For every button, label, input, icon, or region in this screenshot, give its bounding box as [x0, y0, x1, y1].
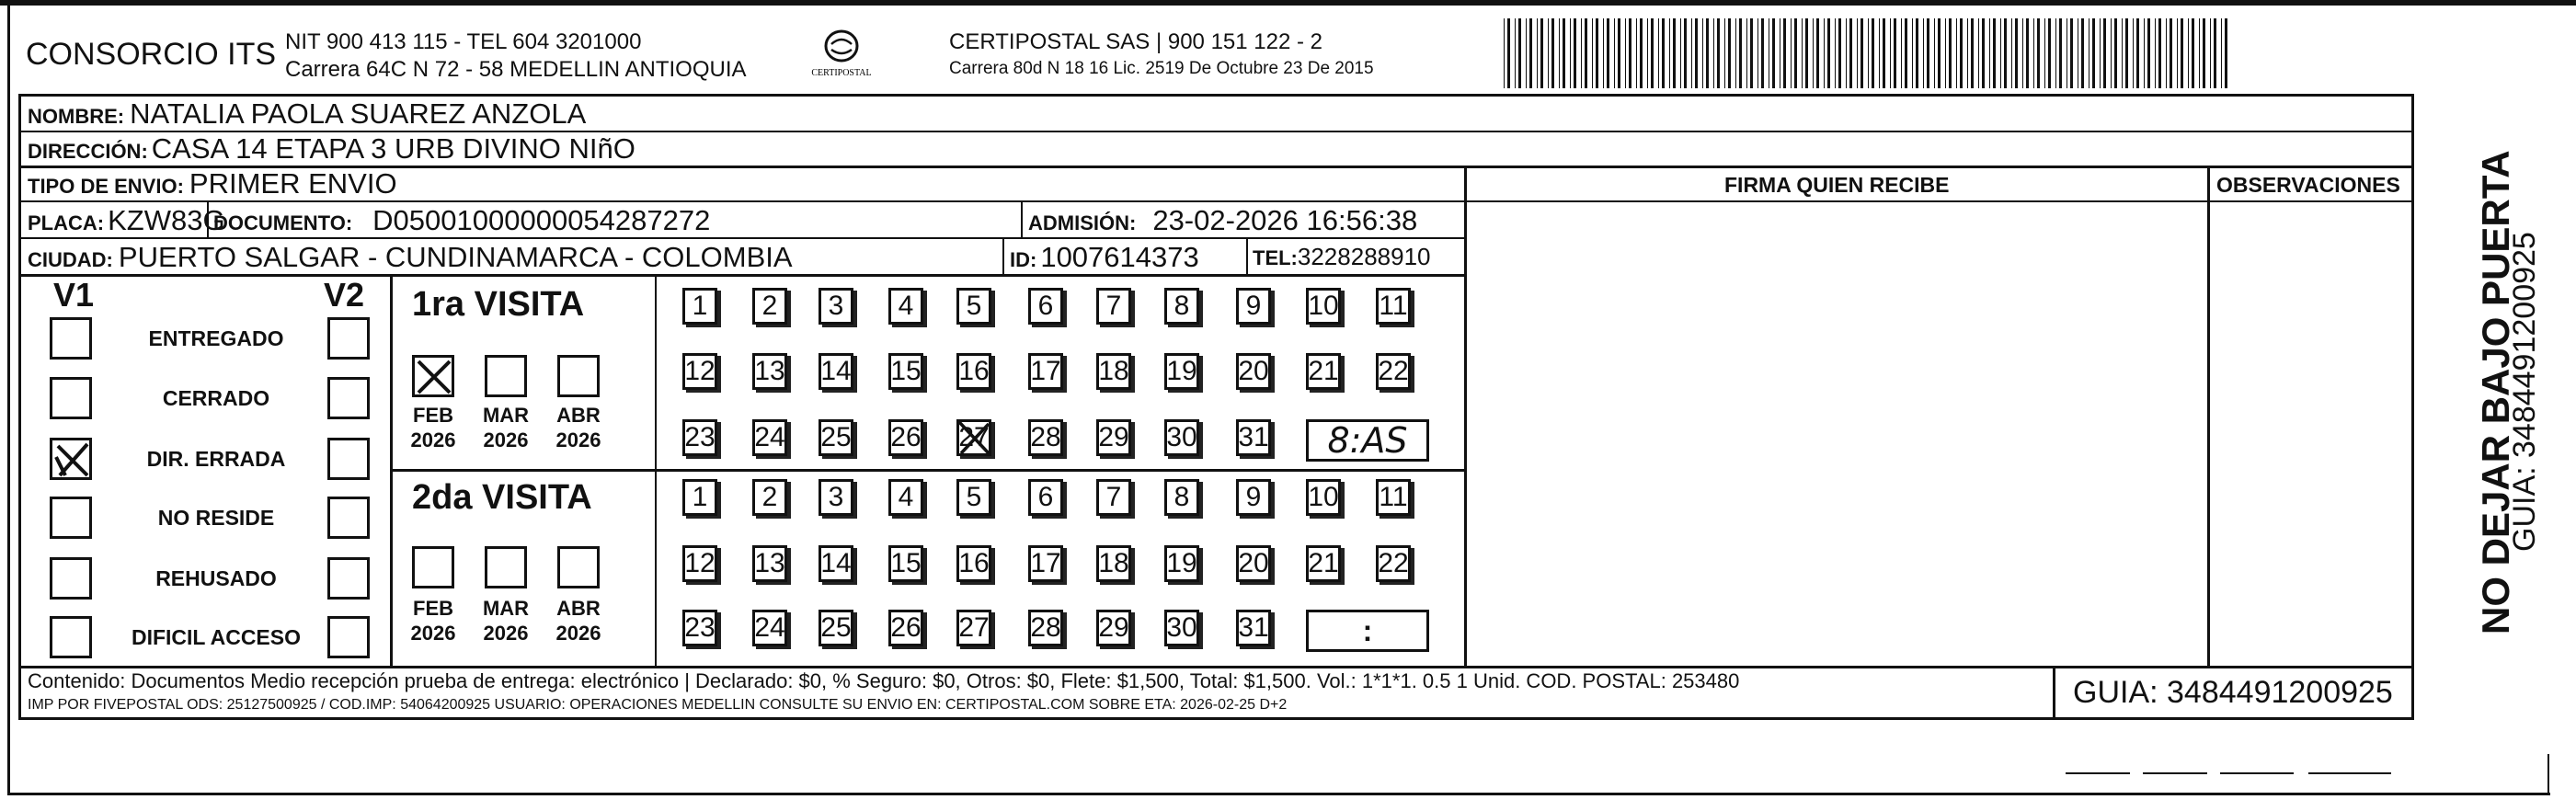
- dash-3: [2220, 772, 2294, 774]
- first-day-6[interactable]: 6: [1028, 288, 1063, 325]
- barcode-bar: [1603, 18, 1604, 88]
- placa-row: PLACA: KZW83G: [28, 204, 225, 236]
- doc-admision-divider: [1021, 202, 1023, 239]
- barcode-bar: [1827, 18, 1830, 88]
- id-tel-divider: [1246, 237, 1248, 276]
- barcode-bar: [2055, 18, 2056, 88]
- barcode-bar: [1835, 18, 1836, 88]
- first-day-11[interactable]: 11: [1376, 288, 1411, 325]
- barcode-bar: [1724, 18, 1725, 88]
- second-day-22[interactable]: 22: [1376, 545, 1411, 582]
- first-day-25[interactable]: 25: [819, 419, 853, 456]
- footer-imp: IMP POR FIVEPOSTAL ODS: 25127500925 / COD.IMP: 54064200925 USUARIO: OPERACIONES MEDELLIN CONSULTE SU ENVIO EN: CERTIPOSTAL.COM SOBRE ETA: 2026-02-25 D+2: [28, 697, 1288, 713]
- barcode-bar: [1570, 18, 1571, 88]
- second-day-10[interactable]: 10: [1306, 479, 1341, 516]
- documento-row: DOCUMENTO: D0500100000005428727​2: [213, 204, 711, 236]
- barcode-bar: [1658, 18, 1659, 88]
- barcode-bar: [2059, 18, 2062, 88]
- barcode-bar: [1728, 18, 1731, 88]
- month-checkbox-abr[interactable]: [557, 355, 600, 397]
- month-checkbox-mar[interactable]: [485, 546, 527, 588]
- side-guia: GUIA: 3484491200925: [2507, 232, 2542, 552]
- barcode-bar: [1691, 18, 1692, 88]
- dash-1: [2066, 772, 2130, 774]
- visits-mid-divider: [390, 469, 1466, 472]
- tel-value: 3228288910: [1297, 243, 1431, 270]
- first-time-box[interactable]: 8:AS: [1306, 419, 1429, 462]
- bottom-rule: [7, 793, 2550, 795]
- company-name: CONSORCIO ITS: [26, 37, 277, 72]
- certipostal-logo: [809, 28, 874, 83]
- row-line-4: [18, 237, 1465, 239]
- barcode-bar: [1574, 18, 1576, 88]
- month-label: MAR 2026: [482, 404, 530, 451]
- status-v2-checkbox[interactable]: [327, 438, 370, 480]
- table-top: [18, 94, 2413, 97]
- first-day-19[interactable]: 19: [1164, 353, 1199, 390]
- barcode-bar: [1838, 18, 1841, 88]
- second-day-18[interactable]: 18: [1096, 545, 1131, 582]
- barcode-bar: [1684, 18, 1687, 88]
- barcode-bar: [1739, 18, 1742, 88]
- firma-header: FIRMA QUIEN RECIBE: [1724, 173, 1950, 197]
- status-v2-checkbox[interactable]: [327, 616, 370, 658]
- first-day-10[interactable]: 10: [1306, 288, 1341, 325]
- barcode-bar: [1596, 18, 1598, 88]
- barcode-bar: [1640, 18, 1643, 88]
- month-checkbox-feb[interactable]: [412, 355, 454, 397]
- barcode-bar: [1978, 18, 1979, 88]
- second-day-2[interactable]: 2: [752, 479, 787, 516]
- month-label: FEB 2026: [410, 597, 456, 645]
- id-row: ID: 1007614373: [1010, 241, 1199, 273]
- barcode-bar: [2037, 18, 2040, 88]
- barcode-bar: [1647, 18, 1648, 88]
- check-mark-icon: [957, 420, 990, 455]
- certipostal-line: CERTIPOSTAL SAS | 900 151 122 - 2: [949, 29, 1322, 54]
- second-day-23[interactable]: 23: [682, 610, 717, 646]
- first-day-26[interactable]: 26: [888, 419, 923, 456]
- barcode-bar: [1813, 18, 1814, 88]
- barcode-bar: [1614, 18, 1615, 88]
- obs-col-left: [2207, 167, 2210, 668]
- barcode-bar: [2147, 18, 2150, 88]
- row-line-5: [18, 274, 1465, 277]
- second-day-29[interactable]: 29: [1096, 610, 1131, 646]
- barcode-bar: [1702, 18, 1703, 88]
- tipo-value: PRIMER ENVIO: [189, 167, 397, 200]
- barcode-bar: [2199, 18, 2200, 88]
- first-day-5[interactable]: 5: [956, 288, 991, 325]
- firma-col-left: [1464, 167, 1467, 668]
- barcode-bar: [1857, 18, 1858, 88]
- first-day-14[interactable]: 14: [819, 353, 853, 390]
- top-rule: [0, 0, 2576, 6]
- barcode-bar: [1735, 18, 1736, 88]
- guia-footer-divider: [2053, 666, 2055, 719]
- status-v1-checkbox[interactable]: [50, 377, 92, 419]
- barcode-bar: [1717, 18, 1720, 88]
- month-checkbox-abr[interactable]: [557, 546, 600, 588]
- barcode-bar: [2022, 18, 2023, 88]
- status-label: CERRADO: [162, 386, 270, 410]
- barcode-bar: [2100, 18, 2101, 88]
- status-label: DIR. ERRADA: [146, 447, 286, 471]
- barcode-bar: [1872, 18, 1874, 88]
- barcode-bar: [2214, 18, 2216, 88]
- barcode-bar: [1971, 18, 1974, 88]
- barcode-bar: [1956, 18, 1957, 88]
- barcode-bar: [1945, 18, 1946, 88]
- barcode-bar: [1592, 18, 1593, 88]
- month-checkbox-mar[interactable]: [485, 355, 527, 397]
- status-v2-checkbox[interactable]: [327, 557, 370, 600]
- barcode-bar: [1901, 18, 1902, 88]
- first-day-21[interactable]: 21: [1306, 353, 1341, 390]
- first-day-7[interactable]: 7: [1096, 288, 1131, 325]
- check-mark-icon: [52, 440, 93, 481]
- first-day-16[interactable]: 16: [956, 353, 991, 390]
- second-day-5[interactable]: 5: [956, 479, 991, 516]
- status-v1-checkbox[interactable]: [50, 497, 92, 539]
- v2-header: V2: [324, 276, 365, 314]
- second-day-31[interactable]: 31: [1236, 610, 1271, 646]
- observaciones-header: OBSERVACIONES: [2216, 173, 2400, 197]
- barcode-bar: [2000, 18, 2001, 88]
- status-v2-checkbox[interactable]: [327, 377, 370, 419]
- barcode-bar: [1680, 18, 1681, 88]
- second-day-8[interactable]: 8: [1164, 479, 1199, 516]
- months-days-divider: [655, 276, 657, 668]
- first-day-15[interactable]: 15: [888, 353, 923, 390]
- first-day-17[interactable]: 17: [1028, 353, 1063, 390]
- second-day-15[interactable]: 15: [888, 545, 923, 582]
- barcode-bar: [2177, 18, 2178, 88]
- status-label: REHUSADO: [155, 566, 277, 590]
- barcode-bar: [1607, 18, 1609, 88]
- barcode-bar: [1938, 18, 1941, 88]
- barcode-bar: [2011, 18, 2012, 88]
- status-v1-checkbox[interactable]: [50, 616, 92, 658]
- second-day-1[interactable]: 1: [682, 479, 717, 516]
- first-day-23[interactable]: 23: [682, 419, 717, 456]
- second-day-26[interactable]: 26: [888, 610, 923, 646]
- company-address: Carrera 64C N 72 - 58 MEDELLIN ANTIOQUIA: [285, 57, 747, 82]
- barcode-bar: [2026, 18, 2029, 88]
- barcode-bar: [1662, 18, 1665, 88]
- row-line-3: [18, 200, 2414, 202]
- barcode: [1504, 18, 2235, 88]
- first-day-30[interactable]: 30: [1164, 419, 1199, 456]
- barcode-bar: [1761, 18, 1764, 88]
- second-day-14[interactable]: 14: [819, 545, 853, 582]
- barcode-bar: [1927, 18, 1929, 88]
- ciudad-row: CIUDAD: PUERTO SALGAR - CUNDINAMARCA - COLOMBIA: [28, 241, 793, 273]
- barcode-bar: [1651, 18, 1654, 88]
- first-day-1[interactable]: 1: [682, 288, 717, 325]
- month-label: MAR 2026: [482, 597, 530, 645]
- barcode-bar: [1816, 18, 1819, 88]
- barcode-bar: [2188, 18, 2189, 88]
- barcode-bar: [2136, 18, 2139, 88]
- direccion-row: DIRECCIÓN: CASA 14 ETAPA 3 URB DIVINO NIñO: [28, 132, 635, 165]
- table-left: [18, 94, 21, 719]
- barcode-bar: [1518, 18, 1521, 88]
- barcode-bar: [2070, 18, 2073, 88]
- status-v1-checkbox[interactable]: [50, 317, 92, 360]
- nombre-value: NATALIA PAOLA SUAREZ ANZOLA: [130, 97, 587, 130]
- second-day-30[interactable]: 30: [1164, 610, 1199, 646]
- barcode-bar: [1673, 18, 1676, 88]
- second-day-11[interactable]: 11: [1376, 479, 1411, 516]
- barcode-bar: [1883, 18, 1885, 88]
- barcode-bar: [2133, 18, 2134, 88]
- dash-4: [2308, 772, 2391, 774]
- barcode-bar: [1746, 18, 1747, 88]
- barcode-bar: [1625, 18, 1626, 88]
- barcode-bar: [1879, 18, 1880, 88]
- status-label: ENTREGADO: [148, 326, 284, 350]
- barcode-bar: [1559, 18, 1560, 88]
- right-rule: [2547, 754, 2549, 795]
- barcode-bar: [2111, 18, 2112, 88]
- barcode-bar: [2048, 18, 2051, 88]
- placa-value: KZW83G: [108, 204, 225, 236]
- second-day-7[interactable]: 7: [1096, 479, 1131, 516]
- barcode-bar: [1824, 18, 1825, 88]
- barcode-bar: [1713, 18, 1714, 88]
- barcode-bar: [1526, 18, 1527, 88]
- barcode-bar: [1805, 18, 1808, 88]
- barcode-bar: [1960, 18, 1963, 88]
- barcode-bar: [2092, 18, 2095, 88]
- status-label: NO RESIDE: [157, 506, 275, 530]
- footer-guia: GUIA: 3484491200925: [2073, 675, 2393, 710]
- certipostal-address: Carrera 80d N 18 16 Lic. 2519 De Octubre 23 De 2015: [949, 59, 1374, 78]
- barcode-bar: [2081, 18, 2084, 88]
- firma-header-line: [2207, 200, 2413, 202]
- status-v2-checkbox[interactable]: [327, 497, 370, 539]
- second-day-9[interactable]: 9: [1236, 479, 1271, 516]
- admision-value: 23-02-2026 16:56:38: [1152, 204, 1418, 236]
- second-day-17[interactable]: 17: [1028, 545, 1063, 582]
- first-day-3[interactable]: 3: [819, 288, 853, 325]
- barcode-bar: [2203, 18, 2205, 88]
- first-day-13[interactable]: 13: [752, 353, 787, 390]
- barcode-bar: [1695, 18, 1698, 88]
- first-day-18[interactable]: 18: [1096, 353, 1131, 390]
- barcode-bar: [1757, 18, 1758, 88]
- second-day-16[interactable]: 16: [956, 545, 991, 582]
- barcode-bar: [1849, 18, 1852, 88]
- second-time-box[interactable]: :: [1306, 610, 1429, 652]
- barcode-bar: [1772, 18, 1775, 88]
- barcode-bar: [2181, 18, 2183, 88]
- barcode-bar: [1846, 18, 1847, 88]
- second-day-27[interactable]: 27: [956, 610, 991, 646]
- check-mark-icon: [415, 358, 453, 396]
- barcode-bar: [2004, 18, 2007, 88]
- barcode-bar: [2144, 18, 2145, 88]
- first-day-29[interactable]: 29: [1096, 419, 1131, 456]
- barcode-bar: [1923, 18, 1924, 88]
- second-day-19[interactable]: 19: [1164, 545, 1199, 582]
- ciudad-id-divider: [1002, 237, 1004, 276]
- first-day-31[interactable]: 31: [1236, 419, 1271, 456]
- barcode-bar: [1860, 18, 1863, 88]
- barcode-bar: [1636, 18, 1637, 88]
- barcode-bar: [1967, 18, 1968, 88]
- barcode-bar: [1868, 18, 1869, 88]
- status-label: DIFICIL ACCESO: [131, 625, 301, 649]
- left-rule: [7, 0, 10, 795]
- barcode-bar: [2155, 18, 2156, 88]
- barcode-bar: [1750, 18, 1753, 88]
- barcode-bar: [1905, 18, 1907, 88]
- barcode-bar: [1982, 18, 1985, 88]
- barcode-bar: [2122, 18, 2123, 88]
- month-label: FEB 2026: [410, 404, 456, 451]
- nit-line: NIT 900 413 115 - TEL 604 3201000: [285, 29, 642, 54]
- barcode-bar: [2225, 18, 2227, 88]
- barcode-bar: [1949, 18, 1952, 88]
- barcode-bar: [1540, 18, 1543, 88]
- second-day-4[interactable]: 4: [888, 479, 923, 516]
- month-checkbox-feb[interactable]: [412, 546, 454, 588]
- second-day-28[interactable]: 28: [1028, 610, 1063, 646]
- first-day-28[interactable]: 28: [1028, 419, 1063, 456]
- ciudad-value: PUERTO SALGAR - CUNDINAMARCA - COLOMBIA: [118, 241, 793, 273]
- first-day-8[interactable]: 8: [1164, 288, 1199, 325]
- barcode-bar: [1585, 18, 1587, 88]
- second-day-13[interactable]: 13: [752, 545, 787, 582]
- barcode-bar: [2103, 18, 2106, 88]
- second-day-21[interactable]: 21: [1306, 545, 1341, 582]
- footer-contenido: Contenido: Documentos Medio recepción prueba de entrega: electrónico | Declarado: $0, % Seguro: $0, Otros: $0, Flete: $1,500, Total: $1,500. Vol.: 1*1*1. 0.5 1 Unid. COD. POSTAL: 253480: [28, 669, 1740, 692]
- barcode-bar: [1551, 18, 1554, 88]
- first-day-27[interactable]: 27: [956, 419, 991, 456]
- barcode-bar: [1912, 18, 1913, 88]
- barcode-bar: [2158, 18, 2161, 88]
- barcode-bar: [2033, 18, 2034, 88]
- barcode-bar: [1894, 18, 1896, 88]
- second-day-12[interactable]: 12: [682, 545, 717, 582]
- barcode-bar: [1993, 18, 1996, 88]
- first-day-20[interactable]: 20: [1236, 353, 1271, 390]
- barcode-bar: [1791, 18, 1792, 88]
- first-day-4[interactable]: 4: [888, 288, 923, 325]
- month-label: ABR 2026: [555, 404, 601, 451]
- barcode-bar: [2221, 18, 2222, 88]
- barcode-bar: [1890, 18, 1891, 88]
- status-v1-checkbox[interactable]: [50, 557, 92, 600]
- second-day-20[interactable]: 20: [1236, 545, 1271, 582]
- first-day-24[interactable]: 24: [752, 419, 787, 456]
- nombre-row: NOMBRE: NATALIA PAOLA SUAREZ ANZOLA: [28, 97, 587, 130]
- tel-row: TEL:3228288910: [1253, 243, 1431, 270]
- barcode-bar: [2192, 18, 2194, 88]
- second-day-25[interactable]: 25: [819, 610, 853, 646]
- barcode-bar: [1581, 18, 1582, 88]
- barcode-bar: [1504, 18, 1505, 88]
- first-day-2[interactable]: 2: [752, 288, 787, 325]
- first-visit-title: 1ra VISITA: [412, 285, 585, 324]
- side-warning: NO DEJAR BAJO PUERTA: [2474, 150, 2517, 634]
- barcode-bar: [1629, 18, 1631, 88]
- barcode-bar: [1934, 18, 1935, 88]
- barcode-bar: [1794, 18, 1797, 88]
- month-label: ABR 2026: [555, 597, 601, 645]
- barcode-bar: [2166, 18, 2167, 88]
- first-day-12[interactable]: 12: [682, 353, 717, 390]
- direccion-value: CASA 14 ETAPA 3 URB DIVINO NIñO: [151, 132, 635, 165]
- tipo-row: TIPO DE ENVIO: PRIMER ENVIO: [28, 167, 397, 200]
- barcode-bar: [1618, 18, 1620, 88]
- svg-text:CERTIPOSTAL: CERTIPOSTAL: [811, 68, 872, 78]
- barcode-bar: [1537, 18, 1538, 88]
- barcode-bar: [1783, 18, 1786, 88]
- barcode-bar: [2125, 18, 2128, 88]
- barcode-bar: [1515, 18, 1516, 88]
- status-v1-checkbox[interactable]: [50, 438, 92, 480]
- second-day-24[interactable]: 24: [752, 610, 787, 646]
- barcode-bar: [2114, 18, 2117, 88]
- barcode-bar: [1529, 18, 1532, 88]
- obs-col-right: [2411, 167, 2414, 719]
- status-visits-divider: [390, 276, 393, 668]
- first-day-9[interactable]: 9: [1236, 288, 1271, 325]
- barcode-bar: [2170, 18, 2172, 88]
- barcode-bar: [1802, 18, 1803, 88]
- id-value: 1007614373: [1040, 241, 1199, 273]
- documento-value: D0500100000005428727​2: [372, 204, 711, 236]
- barcode-bar: [1916, 18, 1918, 88]
- barcode-bar: [1507, 18, 1510, 88]
- barcode-bar: [2210, 18, 2211, 88]
- second-day-3[interactable]: 3: [819, 479, 853, 516]
- barcode-bar: [1989, 18, 1990, 88]
- second-visit-title: 2da VISITA: [412, 478, 592, 517]
- admision-row: ADMISIÓN: 23-02-2026 16:56:38: [1028, 204, 1418, 236]
- v1-header: V1: [53, 276, 95, 314]
- barcode-bar: [2015, 18, 2018, 88]
- barcode-bar: [2044, 18, 2045, 88]
- dash-2: [2143, 772, 2207, 774]
- barcode-bar: [1669, 18, 1670, 88]
- barcode-bar: [1548, 18, 1549, 88]
- barcode-bar: [1706, 18, 1709, 88]
- status-v2-checkbox[interactable]: [327, 317, 370, 360]
- barcode-bar: [1563, 18, 1565, 88]
- second-day-6[interactable]: 6: [1028, 479, 1063, 516]
- first-day-22[interactable]: 22: [1376, 353, 1411, 390]
